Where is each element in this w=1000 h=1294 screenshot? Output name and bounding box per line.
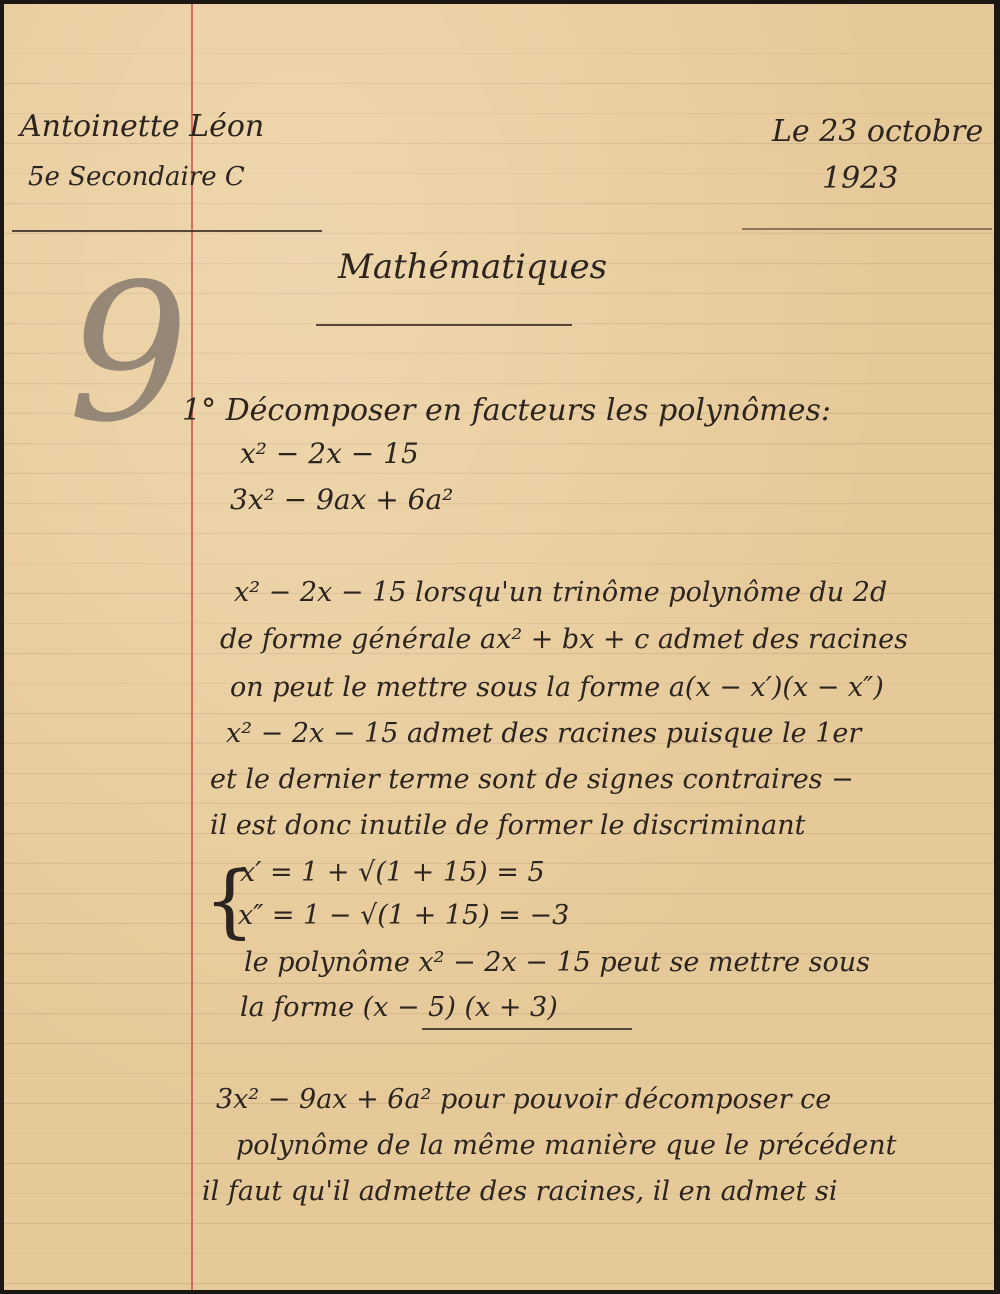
solution-line: il est donc inutile de former le discriminant — [210, 810, 806, 841]
solution-line: x² − 2x − 15 lorsqu'un trinôme polynôme du 2d — [234, 577, 888, 608]
solution-line: x″ = 1 − √(1 + 15) = −3 — [238, 900, 570, 931]
answer-underline — [422, 1028, 632, 1030]
title-underline — [316, 324, 572, 326]
solution-line: et le dernier terme sont de signes contraires − — [210, 764, 854, 795]
solution-line: le polynôme x² − 2x − 15 peut se mettre sous — [244, 947, 871, 978]
date-line-1: Le 23 octobre — [772, 114, 984, 149]
problem-expression-2: 3x² − 9ax + 6a² — [230, 483, 454, 516]
solution-line: on peut le mettre sous la forme a(x − x′)(x − x″) — [230, 672, 884, 703]
solution-line: x′ = 1 + √(1 + 15) = 5 — [240, 857, 545, 888]
solution-line: polynôme de la même manière que le précédent — [236, 1130, 897, 1161]
date-line-2: 1923 — [822, 161, 899, 196]
page-title: Mathématiques — [338, 247, 608, 287]
class-label: 5e Secondaire C — [28, 162, 245, 192]
margin-line — [191, 4, 193, 1290]
grade-mark: 9 — [68, 243, 189, 464]
solution-line: la forme (x − 5) (x + 3) — [240, 992, 558, 1023]
solution-line: de forme générale ax² + bx + c admet des racines — [220, 624, 909, 655]
student-name: Antoinette Léon — [20, 109, 265, 144]
problem-statement: 1° Décomposer en facteurs les polynômes: — [182, 393, 832, 428]
header-rule-left — [12, 230, 322, 232]
problem-expression-1: x² − 2x − 15 — [240, 437, 419, 470]
solution-line: 3x² − 9ax + 6a² pour pouvoir décomposer ce — [216, 1084, 832, 1115]
system-brace: { — [204, 854, 255, 947]
header-rule-right — [742, 228, 992, 230]
solution-line: x² − 2x − 15 admet des racines puisque le 1er — [226, 718, 862, 749]
solution-line: il faut qu'il admette des racines, il en admet si — [202, 1176, 838, 1207]
notebook-page — [4, 4, 994, 1290]
